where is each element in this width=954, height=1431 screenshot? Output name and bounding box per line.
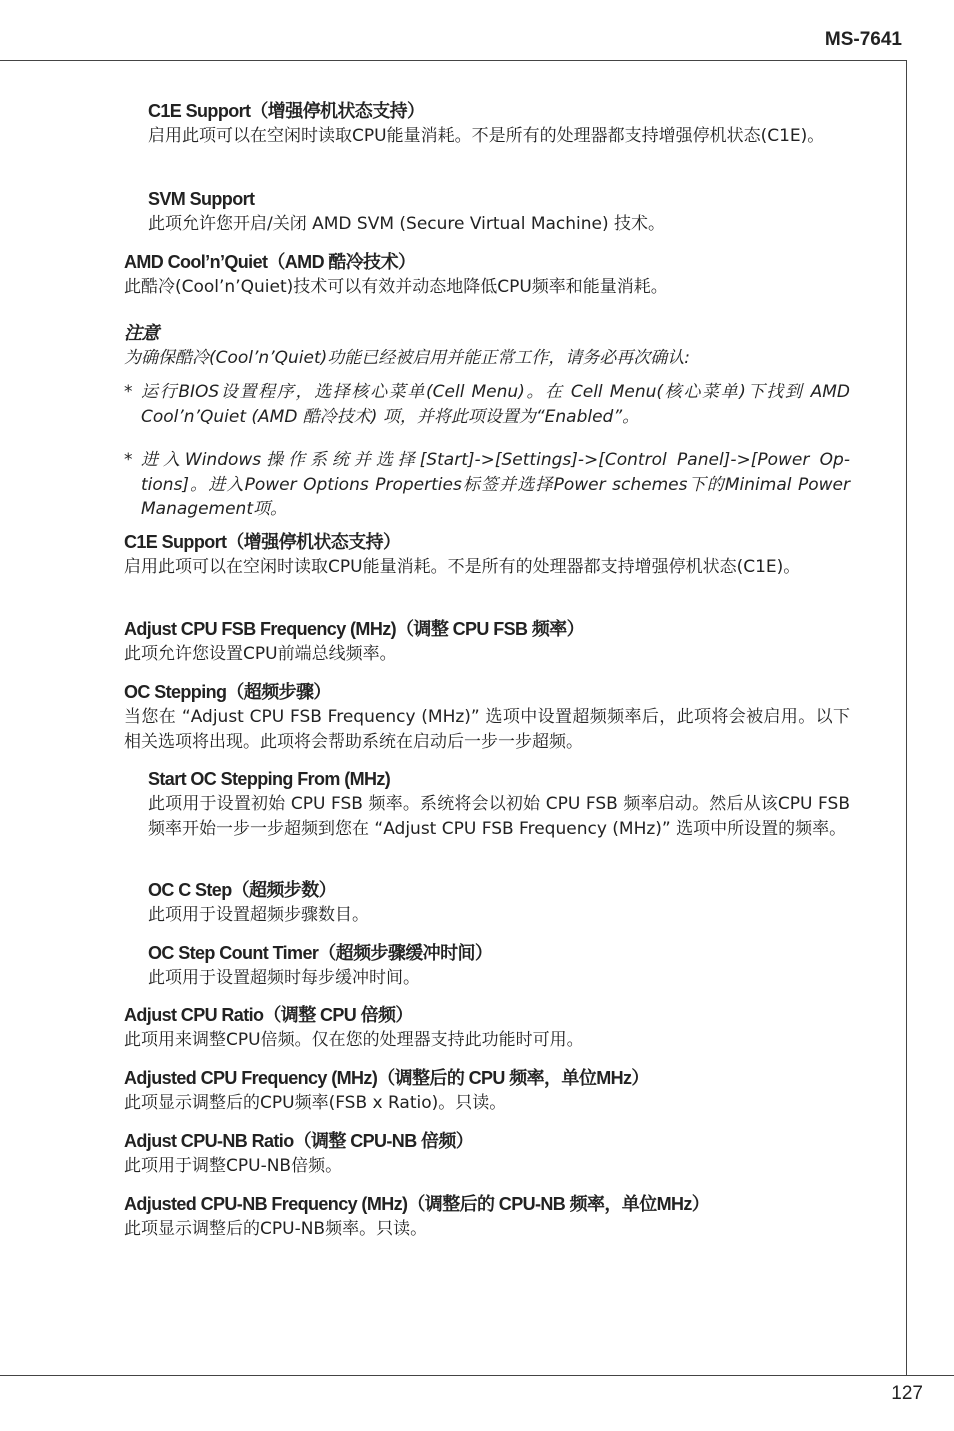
- section-body: 启用此项可以在空闲时读取CPU能量消耗。不是所有的处理器都支持增强停机状态(C1E)。: [148, 126, 825, 146]
- section-body: 此项用于调整CPU-NB倍频。: [124, 1156, 343, 1176]
- section-title: Adjusted CPU-NB Frequency (MHz)（调整后的 CPU-NB 频率，单位MHz）: [124, 1194, 710, 1214]
- section-body: 此项允许您设置CPU前端总线频率。: [124, 644, 397, 664]
- section-adjusted-cpu-frequency: [124, 1066, 850, 1116]
- section-title: Adjusted CPU Frequency (MHz)（调整后的 CPU 频率，单位MHz）: [124, 1068, 649, 1088]
- note-title: 注意: [124, 323, 159, 343]
- section-body: 此项用来调整CPU倍频。仅在您的处理器支持此功能时可用。: [124, 1030, 584, 1050]
- section-body: 此项用于设置超频时每步缓冲时间。: [148, 968, 420, 988]
- section-adjust-cpu-fsb: [124, 617, 850, 667]
- note-bullet: [124, 380, 850, 429]
- bullet-mark: *: [124, 450, 133, 470]
- section-title: AMD Cool’n’Quiet（AMD 酷冷技术）: [124, 252, 416, 272]
- section-c1e-support: [124, 530, 850, 580]
- section-c1e-support-sub: [148, 99, 850, 149]
- section-oc-step-count-timer: [148, 941, 850, 991]
- section-adjust-cpu-ratio: [124, 1003, 850, 1053]
- note-block: [124, 321, 850, 371]
- section-body: 此项用于设置初始 CPU FSB 频率。系统将会以初始 CPU FSB 频率启动。然后从该CPU FSB 频率开始一步一步超频到您在 “Adjust CPU FSB Frequency (MHz)” 选项中所设置的频率。: [148, 794, 850, 839]
- note-bullet: [124, 448, 850, 522]
- model-number: MS-7641: [824, 29, 902, 50]
- section-start-oc-stepping: [148, 767, 850, 841]
- section-title: Adjust CPU FSB Frequency (MHz)（调整 CPU FSB 频率）: [124, 619, 585, 639]
- section-body: 启用此项可以在空闲时读取CPU能量消耗。不是所有的处理器都支持增强停机状态(C1E)。: [124, 557, 801, 577]
- section-title: OC C Step（超频步数）: [148, 880, 337, 900]
- top-rule: [0, 60, 907, 61]
- section-body: 当您在 “Adjust CPU FSB Frequency (MHz)” 选项中设置超频频率后，此项将会被启用。以下相关选项将出现。此项将会帮助系统在启动后一步一步超频。: [124, 707, 850, 752]
- section-body: 此项显示调整后的CPU频率(FSB x Ratio)。只读。: [124, 1093, 507, 1113]
- section-svm-support: [148, 187, 850, 237]
- section-oc-stepping: [124, 680, 850, 754]
- section-adjusted-cpu-nb-frequency: [124, 1192, 850, 1242]
- section-cool-n-quiet: [124, 250, 850, 300]
- section-title: C1E Support（增强停机状态支持）: [148, 101, 425, 121]
- note-intro: 为确保酷冷(Cool’n’Quiet)功能已经被启用并能正常工作，请务必再次确认:: [124, 348, 690, 368]
- section-adjust-cpu-nb-ratio: [124, 1129, 850, 1179]
- bullet-text: 运行BIOS设置程序，选择核心菜单(Cell Menu)。在 Cell Menu(核心菜单)下找到 AMD Cool’n’Quiet (AMD 酷冷技术) 项，并将此项设置为“Enabled”。: [141, 382, 850, 427]
- section-body: 此项用于设置超频步骤数目。: [148, 905, 369, 925]
- section-body: 此项允许您开启/关闭 AMD SVM (Secure Virtual Machine) 技术。: [148, 214, 666, 234]
- section-title: Start OC Stepping From (MHz): [148, 769, 391, 789]
- section-body: 此项显示调整后的CPU-NB频率。只读。: [124, 1219, 428, 1239]
- section-oc-c-step: [148, 878, 850, 928]
- bullet-mark: *: [124, 382, 133, 402]
- page-number: 127: [891, 1383, 923, 1404]
- bullet-text: 进入Windows操作系统并选择[Start]->[Settings]->[Control Panel]->[Power Op-tions]。进入Power Options Properties标签并选择Power schemes下的Minimal Power Management项。: [141, 450, 850, 519]
- section-body: 此酷冷(Cool’n’Quiet)技术可以有效并动态地降低CPU频率和能量消耗。: [124, 277, 668, 297]
- bottom-rule: [0, 1375, 954, 1376]
- section-title: C1E Support（增强停机状态支持）: [124, 532, 401, 552]
- section-title: OC Step Count Timer（超频步骤缓冲时间）: [148, 943, 493, 963]
- section-title: Adjust CPU Ratio（调整 CPU 倍频）: [124, 1005, 413, 1025]
- section-title: OC Stepping（超频步骤）: [124, 682, 331, 702]
- section-title: SVM Support: [148, 189, 255, 209]
- section-title: Adjust CPU-NB Ratio（调整 CPU-NB 倍频）: [124, 1131, 474, 1151]
- right-rule: [906, 60, 907, 1376]
